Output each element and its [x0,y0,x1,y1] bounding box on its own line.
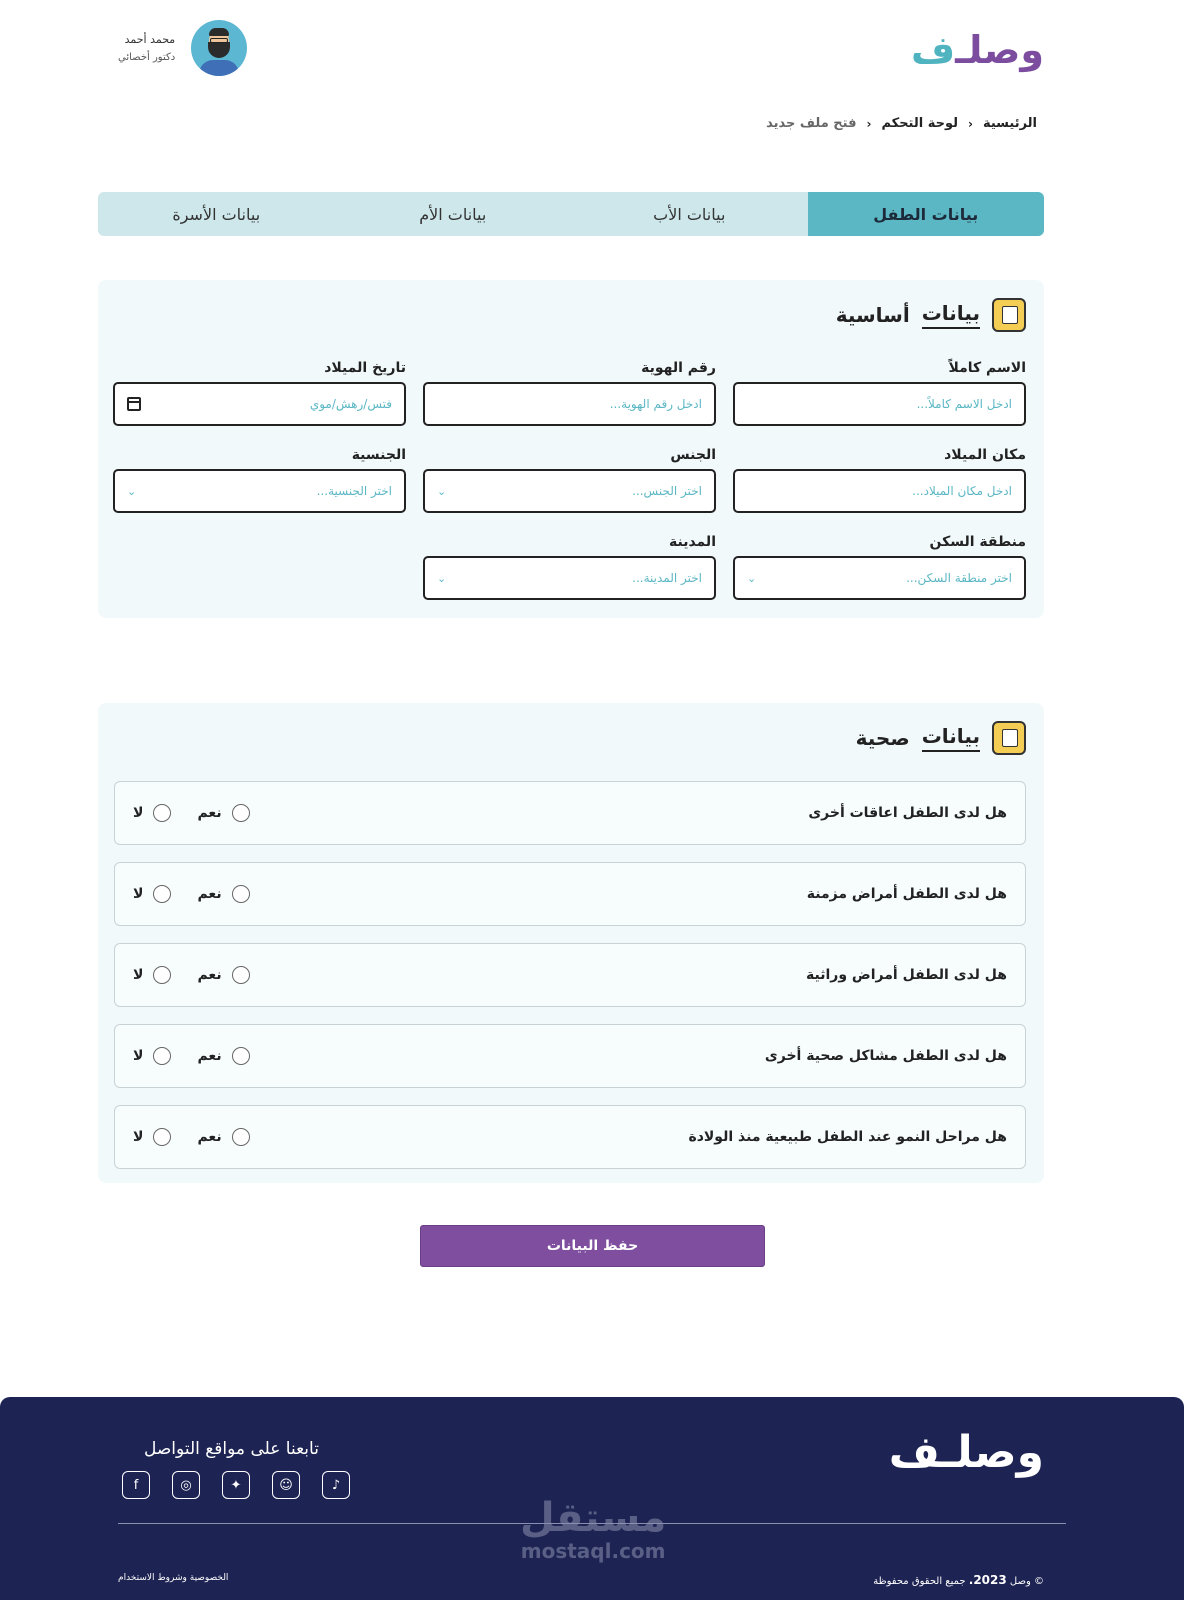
radio-no[interactable] [153,1047,171,1065]
health-info-title [856,721,1026,755]
app-logo[interactable] [911,28,1044,72]
residence-placeholder: اختر منطقة السكن... [906,571,1012,585]
tab-child-data[interactable]: بيانات الطفل [808,192,1045,236]
nationality-select[interactable] [113,469,406,513]
question-row [114,862,1026,926]
question-text: هل لدى الطفل أمراض مزمنة [806,886,1007,902]
nationality-label: الجنسية [351,447,406,463]
section-title-sub: صحية [855,726,910,750]
chevron-down-icon: ⌄ [747,571,757,585]
calendar-icon[interactable] [127,397,141,411]
radio-yes[interactable] [232,1047,250,1065]
twitter-icon[interactable]: ✦ [222,1471,250,1499]
privacy-link[interactable]: الخصوصية وشروط الاستخدام [118,1573,229,1583]
full-name-field [733,360,1026,426]
question-text: هل لدى الطفل مشاكل صحية أخرى [764,1048,1007,1064]
no-label: لا [133,886,144,902]
no-option[interactable] [133,1128,171,1146]
id-number-label: رقم الهوية [641,360,716,376]
breadcrumb-dashboard[interactable]: لوحة التحكم [881,116,959,131]
tab-bar [98,192,1044,236]
gender-field [423,447,716,513]
yes-option[interactable] [197,804,249,822]
no-option[interactable] [133,966,171,984]
watermark-ar: مستقل [520,1495,667,1541]
question-text: هل مراحل النمو عند الطفل طبيعية منذ الولادة [688,1129,1007,1145]
chevron-left-icon: ‹ [968,116,973,131]
section-title-main: بيانات [922,724,980,752]
full-name-placeholder: ادخل الاسم كاملاً... [916,397,1012,411]
footer-logo[interactable]: وصلـف [888,1427,1044,1478]
user-name: محمد أحمد [124,33,176,46]
social-links [122,1471,350,1499]
radio-no[interactable] [153,885,171,903]
question-row [114,943,1026,1007]
id-card-icon [992,298,1026,332]
yes-option[interactable] [197,1128,249,1146]
radio-no[interactable] [153,966,171,984]
breadcrumb-home[interactable]: الرئيسية [982,116,1037,131]
copyright-rights: جميع الحقوق محفوظة [873,1576,966,1587]
basic-info-title [836,298,1026,332]
chevron-left-icon: ‹ [866,116,872,131]
residence-label: منطقة السكن [929,534,1026,550]
radio-yes[interactable] [232,1128,250,1146]
section-title-sub: أساسية [835,303,910,327]
avatar[interactable] [191,20,247,76]
gender-select[interactable] [423,469,716,513]
copyright-year: 2023. [968,1573,1007,1587]
birth-place-label: مكان الميلاد [944,447,1026,463]
tiktok-icon[interactable]: ♪ [322,1471,350,1499]
footer-divider [118,1523,1066,1524]
user-profile[interactable] [118,20,247,76]
residence-field [733,534,1026,600]
yes-option[interactable] [197,885,249,903]
city-select[interactable] [423,556,716,600]
radio-no[interactable] [153,804,171,822]
yes-option[interactable] [197,966,249,984]
nationality-placeholder: اختر الجنسية... [316,484,392,498]
tab-father-data[interactable]: بيانات الأب [653,204,726,224]
id-number-field [423,360,716,426]
user-role: دكتور أخصائي [118,52,176,63]
birth-date-field [113,360,406,426]
full-name-input[interactable] [733,382,1026,426]
health-info-card [98,703,1044,1183]
snapchat-icon[interactable]: ☺ [272,1471,300,1499]
no-label: لا [133,805,144,821]
yes-option[interactable] [197,1047,249,1065]
breadcrumb [766,116,1037,131]
watermark-en: mostaql.com [520,1539,666,1563]
chevron-down-icon: ⌄ [127,484,137,498]
basic-info-card [98,280,1044,618]
logo-accent: ف [911,28,956,72]
birth-date-input[interactable] [113,382,406,426]
yes-label: نعم [197,967,222,983]
chevron-down-icon: ⌄ [437,571,447,585]
footer [0,1397,1184,1600]
no-label: لا [133,967,144,983]
tab-mother-data[interactable]: بيانات الأم [419,204,487,224]
yes-label: نعم [197,886,222,902]
breadcrumb-current: فتح ملف جديد [766,116,857,131]
no-option[interactable] [133,1047,171,1065]
birth-place-placeholder: ادخل مكان الميلاد... [912,484,1012,498]
no-option[interactable] [133,885,171,903]
watermark [520,1497,666,1563]
nationality-field [113,447,406,513]
copyright-text: © وصل [1009,1576,1044,1587]
radio-yes[interactable] [232,966,250,984]
id-number-input[interactable] [423,382,716,426]
residence-select[interactable] [733,556,1026,600]
no-label: لا [133,1048,144,1064]
no-label: لا [133,1129,144,1145]
question-row [114,1105,1026,1169]
section-title-main: بيانات [922,301,980,329]
copyright [873,1573,1044,1587]
city-field [423,534,716,600]
birth-place-field [733,447,1026,513]
instagram-icon[interactable]: ◎ [172,1471,200,1499]
question-row [114,781,1026,845]
save-button[interactable]: حفظ البيانات [420,1225,765,1267]
radio-no[interactable] [153,1128,171,1146]
no-option[interactable] [133,804,171,822]
radio-yes[interactable] [232,804,250,822]
chevron-down-icon: ⌄ [437,484,447,498]
medical-file-icon [992,721,1026,755]
facebook-icon[interactable]: f [122,1471,150,1499]
question-row [114,1024,1026,1088]
birth-date-placeholder: فتس/رهش/موي [309,397,392,411]
gender-label: الجنس [670,447,716,463]
full-name-label: الاسم كاملاً [948,360,1026,376]
gender-placeholder: اختر الجنس... [632,484,702,498]
logo-main: وصلـ [955,28,1044,72]
yes-label: نعم [197,805,222,821]
id-number-placeholder: ادخل رقم الهوية... [609,397,702,411]
birth-place-input[interactable] [733,469,1026,513]
follow-us-label: تابعنا على مواقع التواصل [144,1439,319,1459]
tab-family-data[interactable]: بيانات الأسرة [172,204,261,224]
yes-label: نعم [197,1048,222,1064]
city-label: المدينة [669,534,716,550]
question-text: هل لدى الطفل اعاقات أخرى [808,805,1007,821]
birth-date-label: تاريخ الميلاد [324,360,406,376]
radio-yes[interactable] [232,885,250,903]
city-placeholder: اختر المدينة... [632,571,702,585]
question-text: هل لدى الطفل أمراض وراثية [806,967,1007,983]
yes-label: نعم [197,1129,222,1145]
